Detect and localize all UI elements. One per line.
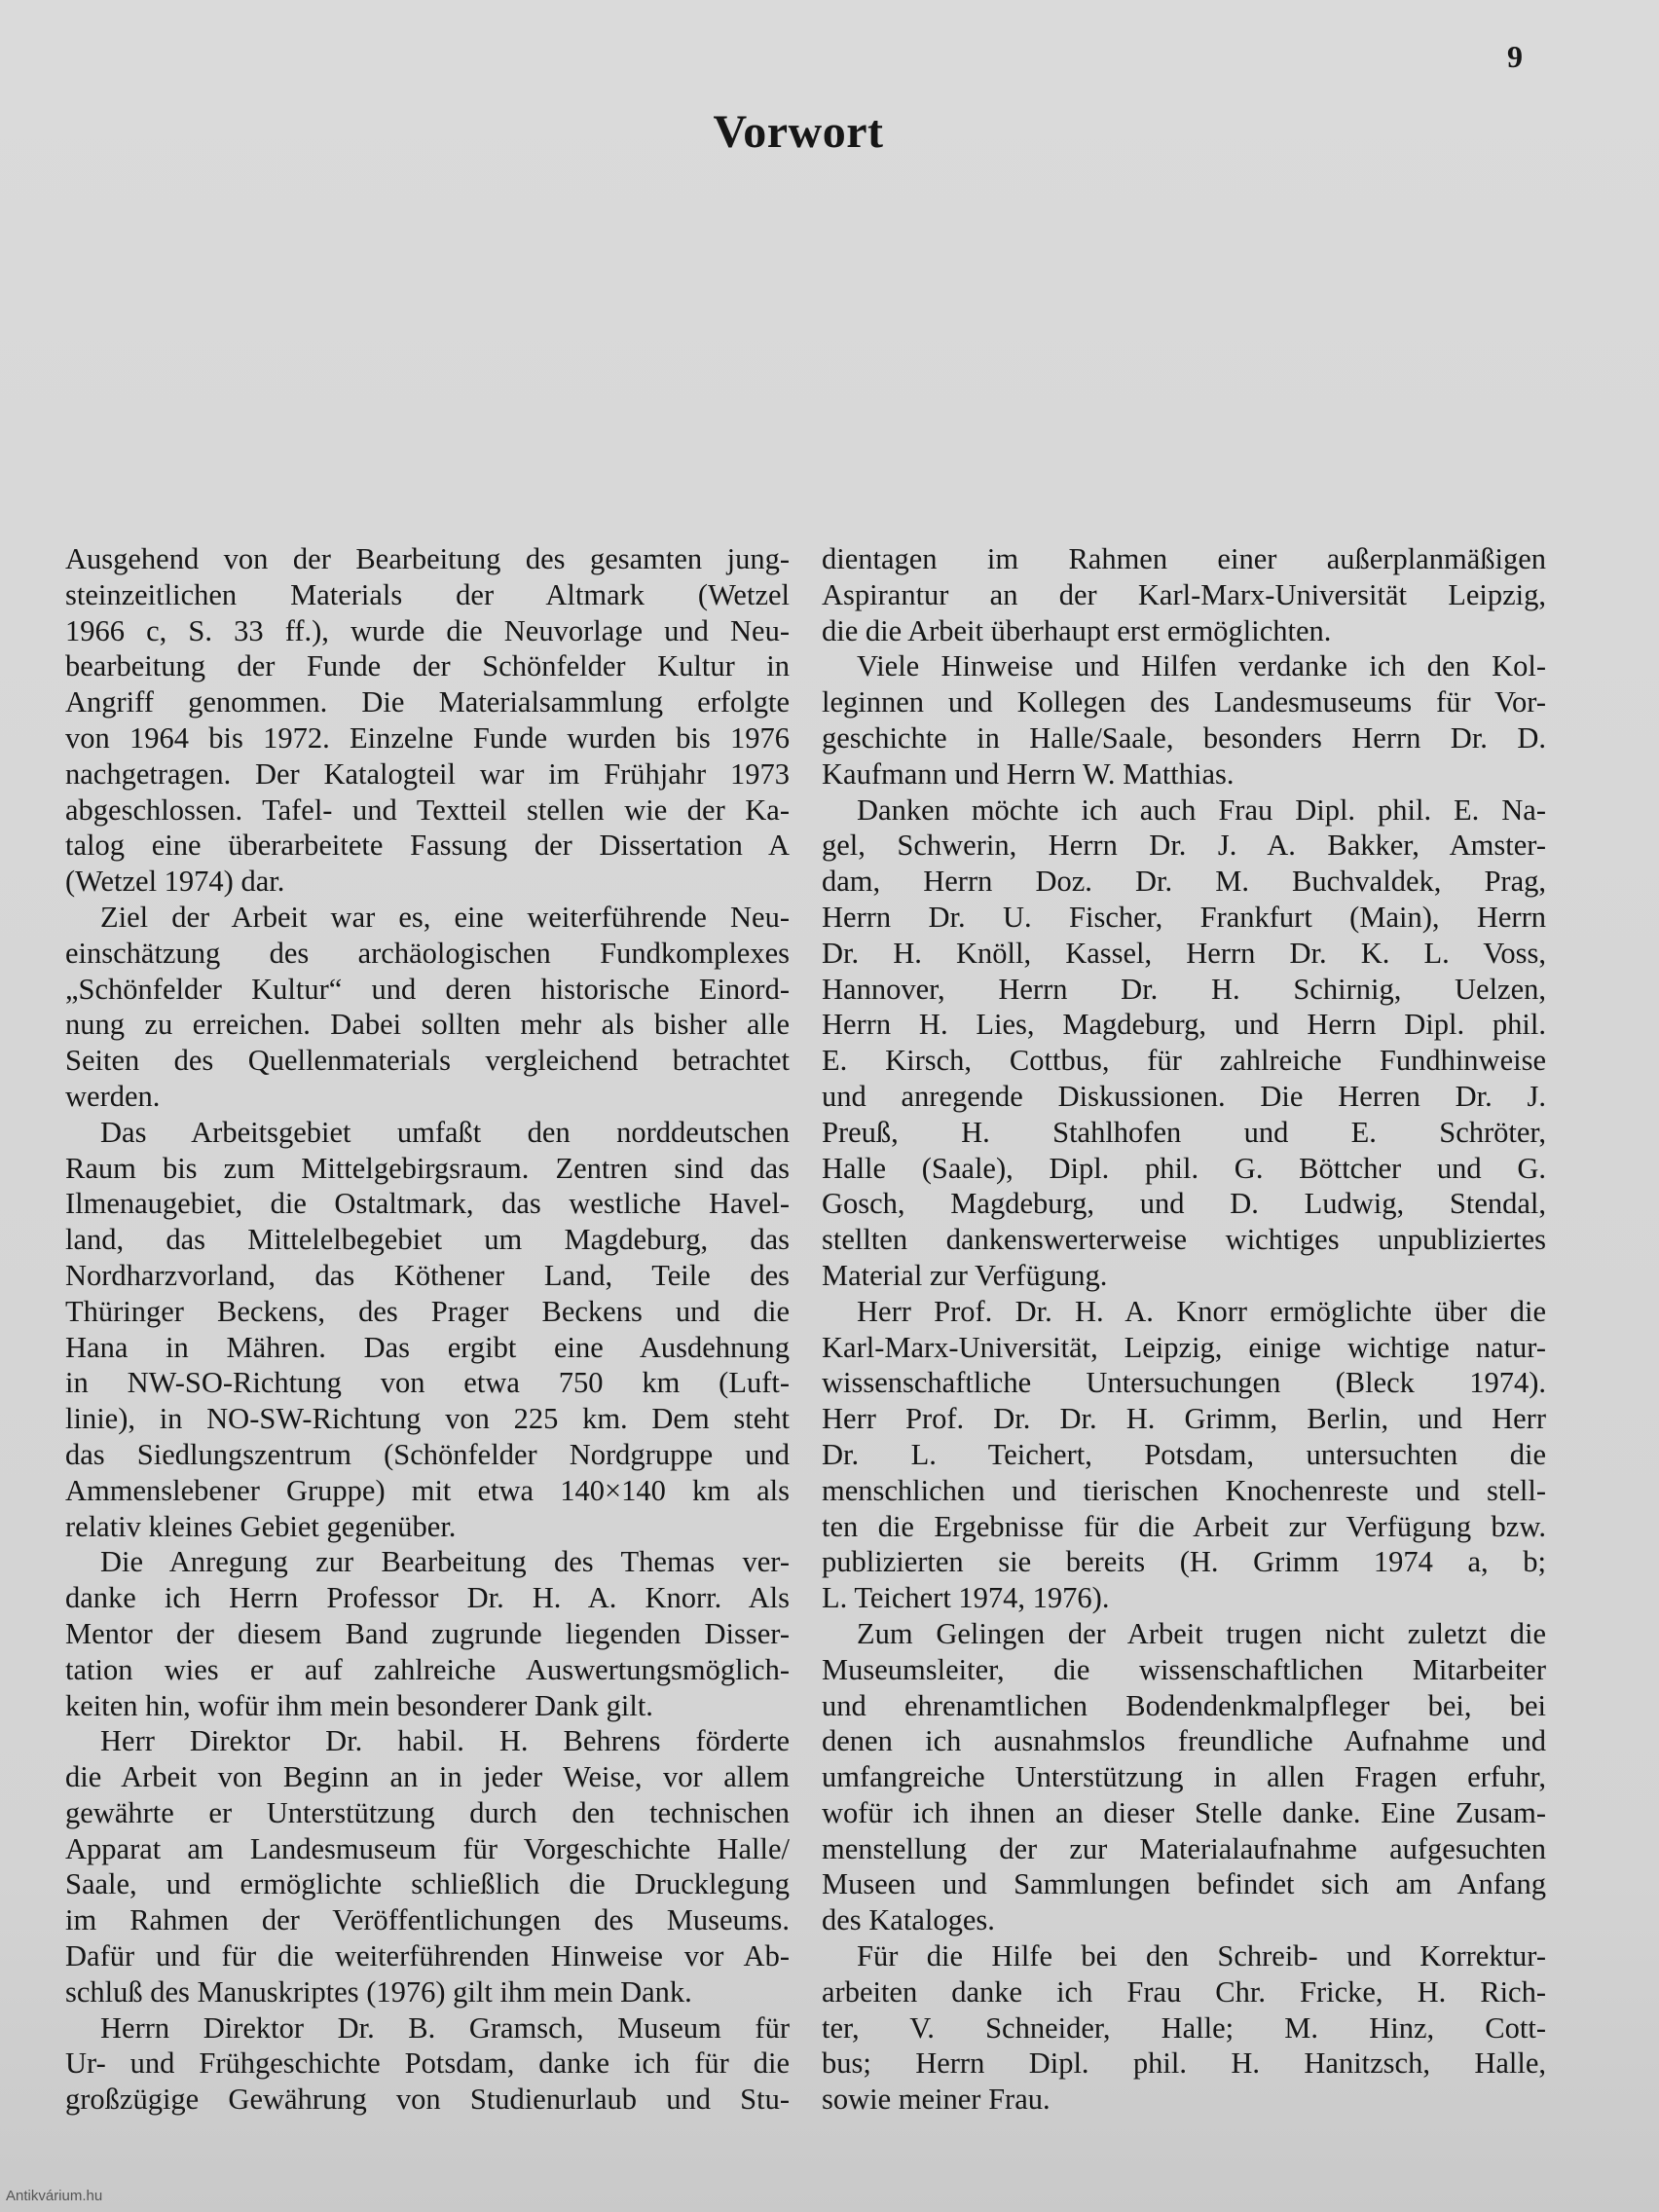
text-line: Dr. H. Knöll, Kassel, Herrn Dr. K. L. Voss,	[822, 936, 1546, 970]
text-line: und anregende Diskussionen. Die Herren Dr. J.	[822, 1079, 1546, 1113]
text-line: Herrn Dr. U. Fischer, Frankfurt (Main), Herrn	[822, 900, 1546, 934]
paragraph	[65, 1544, 790, 1723]
text-line: relativ kleines Gebiet gegenüber.	[65, 1509, 457, 1543]
text-line: Museumsleiter, die wissenschaftlichen Mitarbeiter	[822, 1652, 1546, 1686]
text-line: nachgetragen. Der Katalogteil war im Frühjahr 1973	[65, 756, 790, 791]
text-line: Kaufmann und Herrn W. Matthias.	[822, 756, 1235, 791]
text-line: denen ich ausnahmslos freundliche Aufnahme und	[822, 1724, 1546, 1758]
text-line: dam, Herrn Doz. Dr. M. Buchvaldek, Prag,	[822, 865, 1546, 899]
text-line: Ziel der Arbeit war es, eine weiterführende Neu-	[100, 900, 790, 934]
text-line: einschätzung des archäologischen Fundkomplexes	[65, 936, 790, 970]
text-line: Herrn Direktor Dr. B. Gramsch, Museum für	[100, 2010, 790, 2045]
text-line: Karl-Marx-Universität, Leipzig, einige wichtige natur-	[822, 1330, 1546, 1364]
text-line: Für die Hilfe bei den Schreib- und Korrektur-	[857, 1939, 1546, 1973]
text-column-right	[822, 541, 1546, 2118]
text-line: Mentor der diesem Band zugrunde liegenden Disser-	[65, 1616, 790, 1650]
text-line: Nordharzvorland, das Köthener Land, Teile des	[65, 1258, 790, 1292]
text-line: das Siedlungszentrum (Schönfelder Nordgruppe und	[65, 1437, 790, 1471]
text-line: Raum bis zum Mittelgebirgsraum. Zentren sind das	[65, 1151, 790, 1185]
text-line: land, das Mittelelbegebiet um Magdeburg, das	[65, 1223, 790, 1257]
text-line: Preuß, H. Stahlhofen und E. Schröter,	[822, 1115, 1546, 1149]
text-line: Zum Gelingen der Arbeit trugen nicht zuletzt die	[857, 1616, 1546, 1650]
text-line: talog eine überarbeitete Fassung der Dissertation A	[65, 829, 790, 863]
text-line: die die Arbeit überhaupt erst ermöglichten.	[822, 613, 1332, 647]
paragraph	[822, 648, 1546, 792]
text-line: tation wies er auf zahlreiche Auswertungsmöglich-	[65, 1652, 790, 1686]
text-line: Aspirantur an der Karl-Marx-Universität Leipzig,	[822, 577, 1546, 611]
paragraph	[822, 1616, 1546, 1938]
text-line: bearbeitung der Funde der Schönfelder Kultur in	[65, 649, 790, 683]
text-line: keiten hin, wofür ihm mein besonderer Dank gilt.	[65, 1688, 653, 1722]
text-line: L. Teichert 1974, 1976).	[822, 1581, 1110, 1615]
text-line: Danken möchte ich auch Frau Dipl. phil. E. Na-	[857, 793, 1546, 827]
text-line: menstellung der zur Materialaufnahme aufgesuchten	[822, 1831, 1546, 1865]
paragraph	[65, 1115, 790, 1545]
paragraph	[822, 541, 1546, 648]
text-line: sowie meiner Frau.	[822, 2083, 1051, 2117]
text-line: großzügige Gewährung von Studienurlaub und Stu-	[65, 2083, 790, 2117]
text-line: dientagen im Rahmen einer außerplanmäßigen	[822, 542, 1546, 575]
text-line: „Schönfelder Kultur“ und deren historische Einord-	[65, 972, 790, 1006]
watermark: Antikvárium.hu	[6, 2188, 103, 2204]
text-line: Hana in Mähren. Das ergibt eine Ausdehnung	[65, 1330, 790, 1364]
text-line: bus; Herrn Dipl. phil. H. Hanitzsch, Halle,	[822, 2046, 1546, 2081]
text-line: abgeschlossen. Tafel- und Textteil stellen wie der Ka-	[65, 793, 790, 827]
text-line: von 1964 bis 1972. Einzelne Funde wurden bis 1976	[65, 720, 790, 755]
text-line: des Kataloges.	[822, 1903, 995, 1937]
text-line: Dr. L. Teichert, Potsdam, untersuchten die	[822, 1437, 1546, 1471]
text-line: Seiten des Quellenmaterials vergleichend betrachtet	[65, 1044, 790, 1078]
text-line: schluß des Manuskriptes (1976) gilt ihm mein Dank.	[65, 1974, 692, 2009]
text-line: arbeiten danke ich Frau Chr. Fricke, H. Rich-	[822, 1974, 1546, 2009]
text-line: die Arbeit von Beginn an in jeder Weise, vor allem	[65, 1760, 790, 1794]
text-line: Material zur Verfügung.	[822, 1258, 1108, 1292]
text-line: E. Kirsch, Cottbus, für zahlreiche Fundhinweise	[822, 1044, 1546, 1078]
text-column-left	[65, 541, 790, 2118]
text-line: Ammenslebener Gruppe) mit etwa 140×140 km als	[65, 1473, 790, 1507]
text-line: Ausgehend von der Bearbeitung des gesamten jung-	[65, 542, 790, 575]
text-line: wissenschaftliche Untersuchungen (Bleck 1974).	[822, 1366, 1546, 1400]
text-line: Das Arbeitsgebiet umfaßt den norddeutschen	[100, 1115, 790, 1149]
text-line: gel, Schwerin, Herrn Dr. J. A. Bakker, Amster-	[822, 829, 1546, 863]
text-line: Herr Prof. Dr. Dr. H. Grimm, Berlin, und Herr	[822, 1402, 1546, 1436]
text-line: Ur- und Frühgeschichte Potsdam, danke ich für die	[65, 2046, 790, 2081]
text-line: Ilmenaugebiet, die Ostaltmark, das westliche Havel-	[65, 1187, 790, 1221]
text-line: Apparat am Landesmuseum für Vorgeschichte Halle/	[65, 1831, 790, 1865]
text-line: Herrn H. Lies, Magdeburg, und Herrn Dipl. phil.	[822, 1008, 1546, 1042]
paragraph	[65, 900, 790, 1115]
text-line: Thüringer Beckens, des Prager Beckens und die	[65, 1294, 790, 1328]
text-line: leginnen und Kollegen des Landesmuseums für Vor-	[822, 685, 1546, 719]
text-line: Viele Hinweise und Hilfen verdanke ich den Kol-	[857, 649, 1546, 683]
text-line: Herr Direktor Dr. habil. H. Behrens förderte	[100, 1724, 790, 1758]
text-line: Museen und Sammlungen befindet sich am Anfang	[822, 1867, 1546, 1901]
text-line: 1966 c, S. 33 ff.), wurde die Neuvorlage und Neu-	[65, 613, 790, 647]
text-line: ter, V. Schneider, Halle; M. Hinz, Cott-	[822, 2010, 1546, 2045]
page-title: Vorwort	[713, 106, 884, 158]
paragraph	[65, 2010, 790, 2118]
text-line: stellten dankenswerterweise wichtiges unpubliziertes	[822, 1223, 1546, 1257]
text-line: gewährte er Unterstützung durch den technischen	[65, 1795, 790, 1829]
paragraph	[65, 1723, 790, 2009]
paragraph	[65, 541, 790, 900]
text-line: Halle (Saale), Dipl. phil. G. Böttcher und G.	[822, 1151, 1546, 1185]
text-line: Dafür und für die weiterführenden Hinweise vor Ab-	[65, 1939, 790, 1973]
text-line: umfangreiche Unterstützung in allen Fragen erfuhr,	[822, 1760, 1546, 1794]
paragraph	[822, 1294, 1546, 1616]
text-line: Herr Prof. Dr. H. A. Knorr ermöglichte über die	[857, 1294, 1546, 1328]
text-line: werden.	[65, 1079, 161, 1113]
text-line: Angriff genommen. Die Materialsammlung erfolgte	[65, 685, 790, 719]
text-line: (Wetzel 1974) dar.	[65, 865, 285, 899]
paragraph	[822, 793, 1546, 1294]
text-line: geschichte in Halle/Saale, besonders Herrn Dr. D.	[822, 720, 1546, 755]
page-number: 9	[1507, 39, 1523, 74]
paragraph	[822, 1938, 1546, 2118]
text-line: ten die Ergebnisse für die Arbeit zur Verfügung bzw.	[822, 1509, 1546, 1543]
text-line: wofür ich ihnen an dieser Stelle danke. Eine Zusam-	[822, 1795, 1546, 1829]
text-line: in NW-SO-Richtung von etwa 750 km (Luft-	[65, 1366, 790, 1400]
text-line: Gosch, Magdeburg, und D. Ludwig, Stendal,	[822, 1187, 1546, 1221]
text-line: publizierten sie bereits (H. Grimm 1974 a, b;	[822, 1545, 1546, 1579]
text-line: danke ich Herrn Professor Dr. H. A. Knorr. Als	[65, 1581, 790, 1615]
text-line: im Rahmen der Veröffentlichungen des Museums.	[65, 1903, 790, 1937]
text-line: steinzeitlichen Materials der Altmark (Wetzel	[65, 577, 790, 611]
text-line: Hannover, Herrn Dr. H. Schirnig, Uelzen,	[822, 972, 1546, 1006]
text-line: Saale, und ermöglichte schließlich die Drucklegung	[65, 1867, 790, 1901]
text-line: nung zu erreichen. Dabei sollten mehr als bisher alle	[65, 1008, 790, 1042]
text-line: und ehrenamtlichen Bodendenkmalpfleger bei, bei	[822, 1688, 1546, 1722]
text-line: linie), in NO-SW-Richtung von 225 km. Dem steht	[65, 1402, 790, 1436]
text-line: menschlichen und tierischen Knochenreste und stell-	[822, 1473, 1546, 1507]
text-line: Die Anregung zur Bearbeitung des Themas ver-	[100, 1545, 790, 1579]
